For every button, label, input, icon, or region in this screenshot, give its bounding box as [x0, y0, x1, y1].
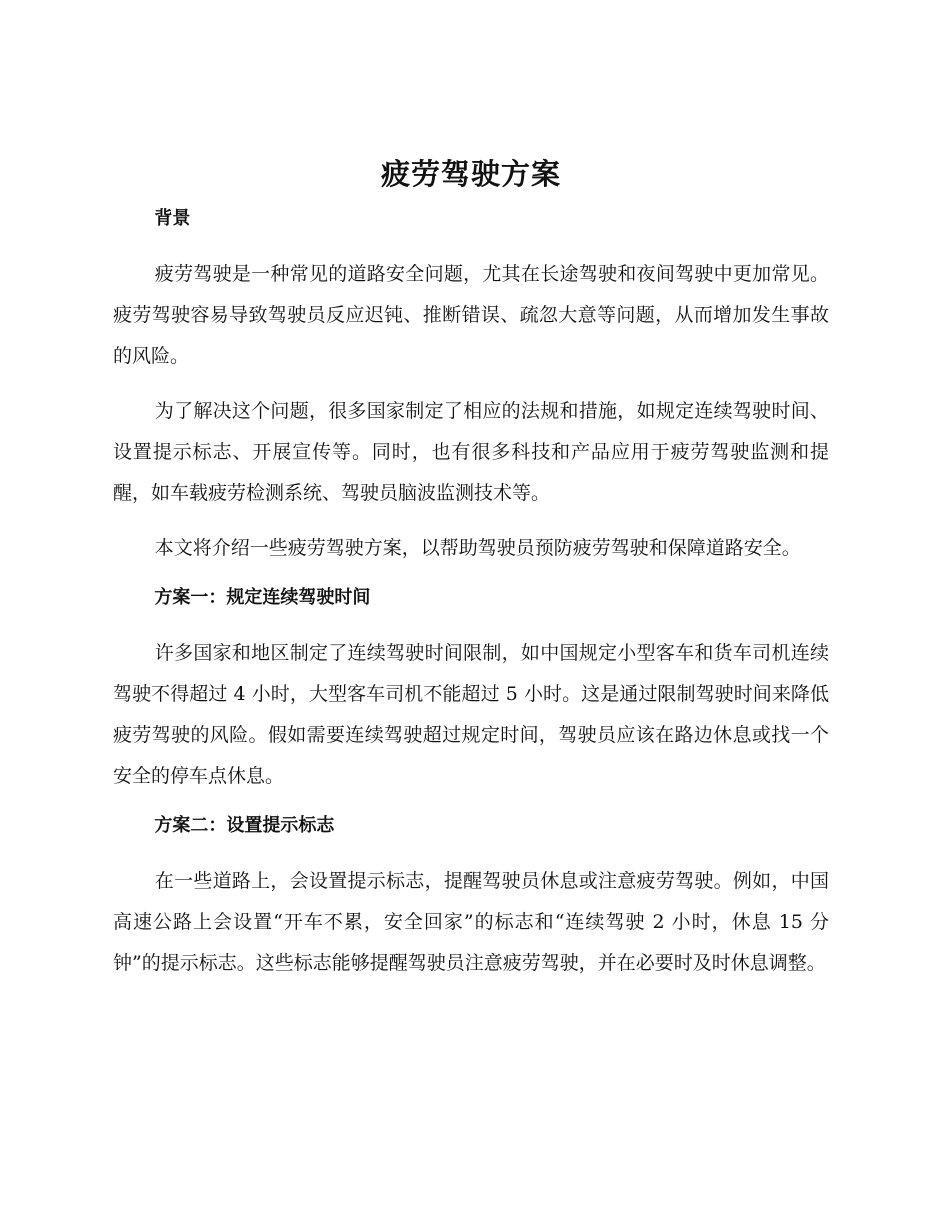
section-heading: 背景: [154, 208, 191, 229]
paragraph: 本文将介绍一些疲劳驾驶方案，以帮助驾驶员预防疲劳驾驶和保障道路安全。: [154, 537, 801, 559]
section-plan-two: [113, 811, 829, 984]
paragraph: 在一些道路上，会设置提示标志，提醒驾驶员休息或注意疲劳驾驶。例如，中国高速公路上会设置“开车不累，安全回家”的标志和“连续驾驶 2 小时，休息 15 分钟”的提示标志。这些标志能够提醒驾驶员注意疲劳驾驶，并在必要时及时休息调整。: [113, 870, 829, 974]
section-heading: 方案二：设置提示标志: [154, 815, 335, 836]
section-background: [113, 204, 829, 569]
document-title: 疲劳驾驶方案: [380, 157, 561, 191]
section-heading: 方案一：规定连续驾驶时间: [154, 587, 371, 608]
paragraph: 许多国家和地区制定了连续驾驶时间限制，如中国规定小型客车和货车司机连续驾驶不得超过 4 小时，大型客车司机不能超过 5 小时。这是通过限制驾驶时间来降低疲劳驾驶的风险。假如需要连续驾驶超过规定时间，驾驶员应该在路边休息或找一个安全的停车点休息。: [113, 642, 829, 787]
paragraph: 为了解决这个问题，很多国家制定了相应的法规和措施，如规定连续驾驶时间、设置提示标志、开展宣传等。同时，也有很多科技和产品应用于疲劳驾驶监测和提醒，如车载疲劳检测系统、驾驶员脑波监测技术等。: [113, 400, 829, 504]
document-body: [113, 148, 829, 998]
paragraph: 疲劳驾驶是一种常见的道路安全问题，尤其在长途驾驶和夜间驾驶中更加常见。疲劳驾驶容易导致驾驶员反应迟钝、推断错误、疏忽大意等问题，从而增加发生事故的风险。: [113, 263, 829, 367]
section-plan-one: [113, 583, 829, 797]
